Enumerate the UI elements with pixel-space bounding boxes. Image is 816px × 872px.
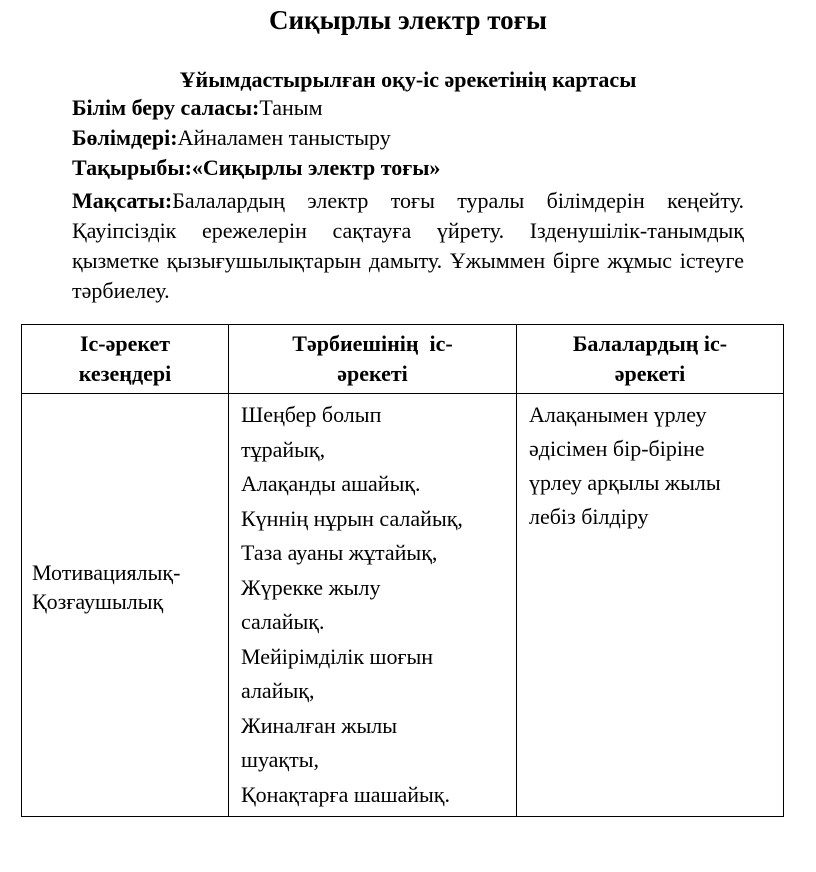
- document-subtitle: Ұйымдастырылған оқу-іс әрекетінің картасы: [179, 67, 637, 92]
- teacher-line: Жиналған жылы: [241, 712, 397, 738]
- teacher-line: Шеңбер болып: [241, 402, 382, 427]
- teacher-line: Алақанды ашайық.: [241, 471, 421, 496]
- table-header-row: [22, 325, 784, 394]
- teacher-line: алайық,: [241, 678, 315, 703]
- teacher-line: Мейірімділік шоғын: [241, 643, 434, 669]
- phase-line1: Мотивациялық-: [32, 560, 181, 585]
- document-title: Сиқырлы электр тоғы: [269, 5, 547, 35]
- teacher-cell: [229, 394, 517, 817]
- header-children-line1: Балалардың іс-: [572, 331, 728, 356]
- children-line: үрлеу арқылы жылы: [529, 470, 721, 495]
- header-phase-line1: Іс-әрекет: [79, 331, 171, 356]
- header-teacher-line2: әрекеті: [337, 361, 408, 386]
- header-teacher-line1: Тәрбиешінің іс-: [292, 331, 453, 356]
- goal-label: Мақсаты:: [72, 188, 173, 213]
- section-label: Бөлімдері:: [72, 125, 178, 150]
- teacher-line: тұрайық,: [241, 436, 326, 462]
- header-phase: [22, 325, 229, 394]
- field-line: [72, 94, 744, 122]
- children-line: Алақанымен үрлеу: [529, 402, 707, 427]
- header-phase-line2: кезеңдері: [78, 361, 172, 386]
- table-row: [22, 394, 784, 817]
- children-line: әдісімен бір-біріне: [529, 436, 705, 461]
- children-cell: [517, 394, 784, 817]
- section-value: Айналамен таныстыру: [177, 125, 391, 150]
- goal-value: Балалардың электр тоғы туралы білімдерін кеңейту. Қауіпсіздік ережелерін сақтауға үйрету. Ізденушілік-танымдық қызметке қызығушылықтарын дамыту. Ұжыммен бірге жұмыс істеуге тәрбиелеу.: [72, 188, 744, 303]
- field-label: Білім беру саласы:: [72, 95, 260, 120]
- header-children: [517, 325, 784, 394]
- teacher-line: Қонақтарға шашайық.: [241, 781, 450, 807]
- teacher-line: салайық.: [241, 609, 325, 634]
- topic-value: «Сиқырлы электр тоғы»: [191, 155, 441, 180]
- teacher-line: Күннің нұрын салайық,: [241, 505, 463, 531]
- topic-label: Тақырыбы:: [72, 155, 192, 180]
- goal-paragraph: [72, 186, 744, 306]
- phase-cell: [22, 394, 229, 817]
- topic-line: [72, 154, 744, 182]
- activity-table: [21, 324, 784, 817]
- header-teacher: [229, 325, 517, 394]
- children-line: лебіз білдіру: [529, 504, 649, 529]
- section-line: [72, 124, 744, 152]
- teacher-line: Таза ауаны жұтайық,: [241, 540, 438, 565]
- field-value: Таным: [259, 95, 323, 120]
- teacher-line: Жүрекке жылу: [241, 574, 381, 600]
- teacher-line: шуақты,: [241, 747, 319, 772]
- header-children-line2: әрекеті: [614, 361, 686, 386]
- phase-line2: Қозғаушылық: [32, 589, 164, 614]
